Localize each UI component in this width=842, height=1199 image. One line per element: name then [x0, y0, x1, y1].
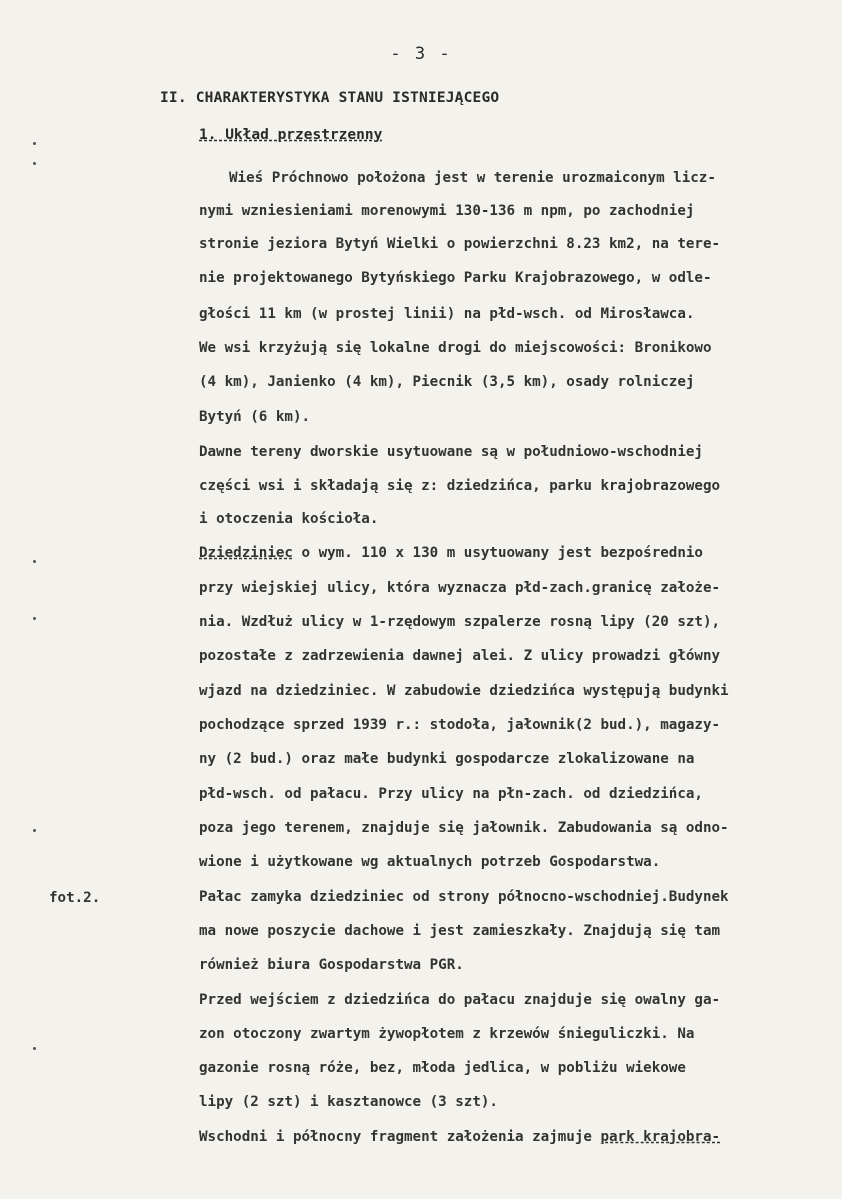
- text-line: zon otoczony zwartym żywopłotem z krzewów śnieguliczki. Na: [199, 1026, 695, 1042]
- text-line: części wsi i składają się z: dziedzińca, parku krajobrazowego: [199, 478, 721, 494]
- text-line: Wieś Próchnowo położona jest w terenie urozmaiconym licz-: [229, 170, 716, 186]
- text-line: płd-wsch. od pałacu. Przy ulicy na płn-zach. od dziedzińca,: [199, 786, 703, 802]
- text-line: Wschodni i północny fragment założenia zajmuje park krajobra-: [199, 1129, 721, 1145]
- text-line: Dziedziniec o wym. 110 x 130 m usytuowany jest bezpośrednio: [199, 545, 703, 561]
- text-line: i otoczenia kościoła.: [199, 511, 379, 527]
- margin-note-photo-ref: fot.2.: [49, 890, 101, 906]
- text-line: (4 km), Janienko (4 km), Piecnik (3,5 km), osady rolniczej: [199, 374, 695, 390]
- text-line: nia. Wzdłuż ulicy w 1-rzędowym szpalerze rosną lipy (20 szt),: [199, 614, 721, 630]
- text-line: We wsi krzyżują się lokalne drogi do miejscowości: Bronikowo: [199, 340, 712, 356]
- text-line: również biura Gospodarstwa PGR.: [199, 957, 464, 973]
- text-line: ma nowe poszycie dachowe i jest zamieszkały. Znajdują się tam: [199, 923, 721, 939]
- text-line: głości 11 km (w prostej linii) na płd-wsch. od Mirosławca.: [199, 306, 695, 322]
- section-title: II. CHARAKTERYSTYKA STANU ISTNIEJĄCEGO: [160, 90, 500, 106]
- text-line: wione i użytkowane wg aktualnych potrzeb Gospodarstwa.: [199, 854, 661, 870]
- page-number: - 3 -: [390, 44, 452, 64]
- text-line: Dawne tereny dworskie usytuowane są w południowo-wschodniej: [199, 444, 703, 460]
- underlined-term: Dziedziniec: [199, 545, 293, 561]
- text-line: wjazd na dziedziniec. W zabudowie dziedzińca występują budynki: [199, 683, 729, 699]
- text-line: pochodzące sprzed 1939 r.: stodoła, jałownik(2 bud.), magazy-: [199, 717, 721, 733]
- text-line: stronie jeziora Bytyń Wielki o powierzchni 8.23 km2, na tere-: [199, 236, 721, 252]
- text-line: Bytyń (6 km).: [199, 409, 311, 425]
- text-line: Pałac zamyka dziedziniec od strony północno-wschodniej.Budynek: [199, 889, 729, 905]
- text-line: gazonie rosną róże, bez, młoda jedlica, w pobliżu wiekowe: [199, 1060, 686, 1076]
- text-line: pozostałe z zadrzewienia dawnej alei. Z ulicy prowadzi główny: [199, 648, 721, 664]
- text-line: nymi wzniesieniami morenowymi 130-136 m npm, po zachodniej: [199, 203, 695, 219]
- underlined-term: park krajobra-: [600, 1129, 721, 1145]
- text-line: ny (2 bud.) oraz małe budynki gospodarcze zlokalizowane na: [199, 751, 695, 767]
- text-line: nie projektowanego Bytyńskiego Parku Krajobrazowego, w odle-: [199, 270, 712, 286]
- text-line: Przed wejściem z dziedzińca do pałacu znajduje się owalny ga-: [199, 992, 721, 1008]
- text-line: przy wiejskiej ulicy, która wyznacza płd-zach.granicę założe-: [199, 580, 721, 596]
- subsection-title: 1. Układ przestrzenny: [199, 127, 383, 143]
- text-line: lipy (2 szt) i kasztanowce (3 szt).: [199, 1094, 498, 1110]
- text-line: poza jego terenem, znajduje się jałownik. Zabudowania są odno-: [199, 820, 729, 836]
